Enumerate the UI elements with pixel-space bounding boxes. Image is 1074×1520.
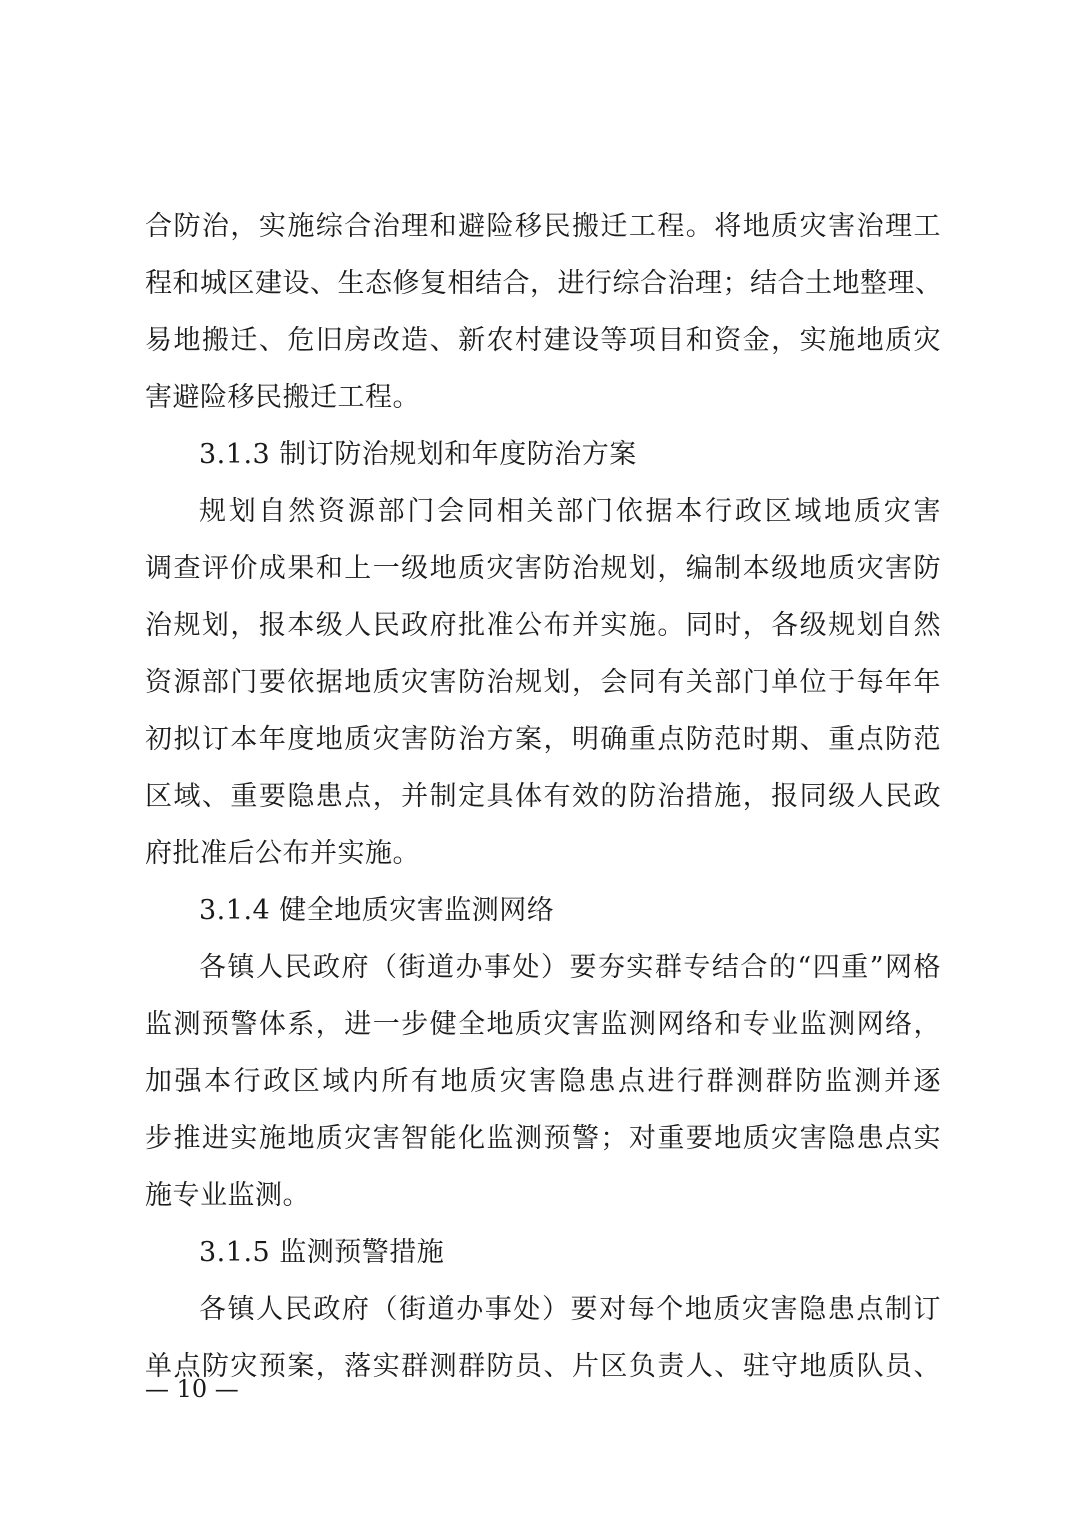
text-line: 资源部门要依据地质灾害防治规划，会同有关部门单位于每年年 <box>145 667 941 698</box>
text-line: 府批准后公布并实施。 <box>145 838 420 869</box>
section-heading-3-1-4: 3.1.4 健全地质灾害监测网络 <box>199 895 555 926</box>
text-line: 初拟订本年度地质灾害防治方案，明确重点防范时期、重点防范 <box>145 724 941 755</box>
text-line: 合防治，实施综合治理和避险移民搬迁工程。将地质灾害治理工 <box>145 211 941 242</box>
text-line: 各镇人民政府（街道办事处）要对每个地质灾害隐患点制订 <box>199 1294 941 1325</box>
text-line: 害避险移民搬迁工程。 <box>145 382 420 413</box>
text-line: 单点防灾预案，落实群测群防员、片区负责人、驻守地质队员、 <box>145 1351 941 1382</box>
text-line: 各镇人民政府（街道办事处）要夯实群专结合的“四重”网格 <box>199 952 941 983</box>
text-line: 施专业监测。 <box>145 1180 310 1211</box>
text-line: 规划自然资源部门会同相关部门依据本行政区域地质灾害 <box>199 496 941 527</box>
text-line: 易地搬迁、危旧房改造、新农村建设等项目和资金，实施地质灾 <box>145 325 941 356</box>
page-number: — 10 — <box>145 1375 239 1403</box>
text-line: 区域、重要隐患点，并制定具体有效的防治措施，报同级人民政 <box>145 781 941 812</box>
text-line: 调查评价成果和上一级地质灾害防治规划，编制本级地质灾害防 <box>145 553 941 584</box>
text-line: 监测预警体系，进一步健全地质灾害监测网络和专业监测网络， <box>145 1009 941 1040</box>
section-heading-3-1-5: 3.1.5 监测预警措施 <box>199 1237 445 1268</box>
document-body <box>145 198 941 1395</box>
text-line: 程和城区建设、生态修复相结合，进行综合治理；结合土地整理、 <box>145 268 943 299</box>
text-line: 治规划，报本级人民政府批准公布并实施。同时，各级规划自然 <box>145 610 941 641</box>
text-line: 加强本行政区域内所有地质灾害隐患点进行群测群防监测并逐 <box>145 1066 941 1097</box>
text-line: 步推进实施地质灾害智能化监测预警；对重要地质灾害隐患点实 <box>145 1123 941 1154</box>
section-heading-3-1-3: 3.1.3 制订防治规划和年度防治方案 <box>199 439 637 470</box>
